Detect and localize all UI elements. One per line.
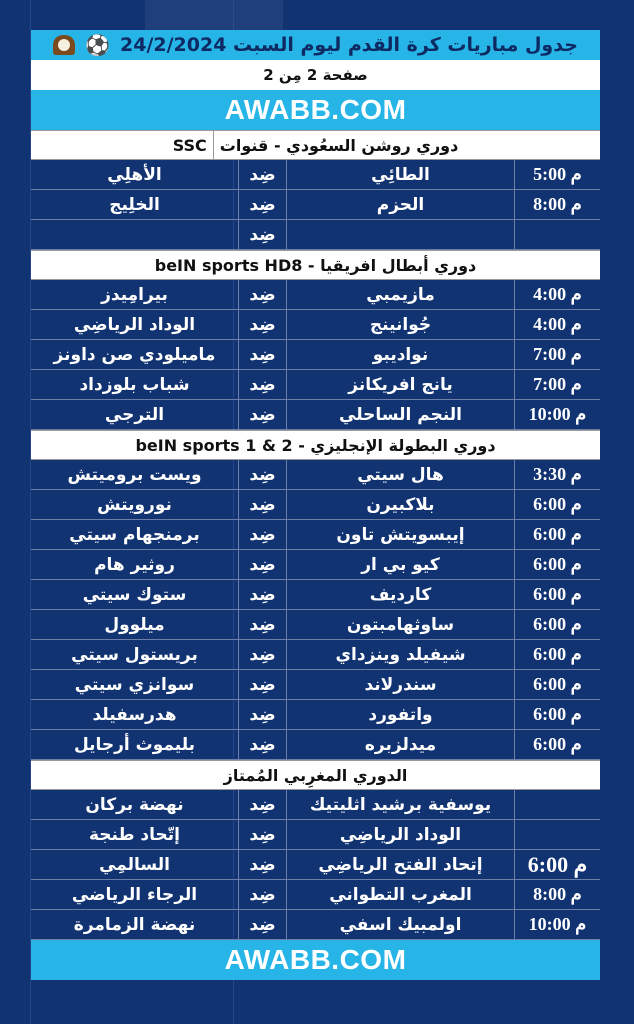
- home-team: جُوانينج: [286, 310, 514, 339]
- home-team: المغرب التطواني: [286, 880, 514, 909]
- away-team: الأهلِي: [107, 164, 162, 185]
- versus-label: ضِد: [238, 340, 286, 369]
- home-team: شيفيلد وينزداي: [286, 640, 514, 669]
- match-row: [31, 400, 600, 430]
- league-name: الدوري المغرِبي المُمتاز: [223, 765, 408, 785]
- home-team: إيبسويتش تاون: [286, 520, 514, 549]
- match-time: [514, 220, 600, 249]
- versus-label: ضِد: [238, 880, 286, 909]
- match-time: م 6:00: [514, 850, 600, 879]
- match-time: م 8:00: [514, 880, 600, 909]
- league-header: [31, 250, 600, 280]
- home-team: يوسفية برشيد اثليتيك: [286, 790, 514, 819]
- home-team: يانج افريكانز: [286, 370, 514, 399]
- match-row: [31, 490, 600, 520]
- league-header: [31, 130, 600, 160]
- home-team: [286, 220, 514, 249]
- match-time: م 7:00: [514, 370, 600, 399]
- versus-label: ضِد: [238, 310, 286, 339]
- versus-label: ضِد: [238, 400, 286, 429]
- away-team: نهضة بركان: [85, 794, 184, 815]
- versus-label: ضِد: [238, 370, 286, 399]
- page-number: صفحة 2 مِن 2: [31, 60, 600, 90]
- home-team: بلاكبيرن: [286, 490, 514, 519]
- match-time: م 6:00: [514, 730, 600, 759]
- match-time: م 6:00: [514, 640, 600, 669]
- versus-label: ضِد: [238, 490, 286, 519]
- background-band: [145, 0, 283, 30]
- home-team: اولمبيك اسفي: [286, 910, 514, 939]
- home-team: الطائِي: [286, 160, 514, 189]
- league-name: دوري روشن السعُودي - قنوات: [219, 135, 459, 155]
- match-time: م 10:00: [514, 910, 600, 939]
- match-row: [31, 730, 600, 760]
- schedule-sheet: [31, 30, 600, 980]
- versus-label: ضِد: [238, 220, 286, 249]
- away-team: بليموث أرجايل: [73, 734, 196, 755]
- away-team: الخلِيج: [109, 194, 160, 215]
- away-team: [31, 220, 238, 249]
- versus-label: ضِد: [238, 640, 286, 669]
- match-time: م 4:00: [514, 280, 600, 309]
- match-time: م 8:00: [514, 190, 600, 219]
- match-row: [31, 790, 600, 820]
- match-time: م 6:00: [514, 580, 600, 609]
- match-row: [31, 340, 600, 370]
- away-team: الرجاء الرياضي: [71, 884, 198, 905]
- versus-label: ضِد: [238, 670, 286, 699]
- match-row: [31, 280, 600, 310]
- versus-label: ضِد: [238, 790, 286, 819]
- divider: [213, 131, 214, 159]
- match-time: م 6:00: [514, 610, 600, 639]
- leagues-container: [31, 130, 600, 940]
- league-header: [31, 430, 600, 460]
- away-team: ويست بروميتش: [67, 464, 202, 485]
- away-team: نهضة الزمامرة: [73, 914, 196, 935]
- match-row: [31, 610, 600, 640]
- league-name: دوري أبطال افريقيا - beIN sports HD8: [154, 255, 477, 275]
- league-name: دوري البطولة الإنجليزي - beIN sports 1 & 2: [135, 435, 496, 455]
- away-team: الوداد الرياضِي: [73, 314, 196, 335]
- match-row: [31, 640, 600, 670]
- match-row: [31, 460, 600, 490]
- match-row: [31, 580, 600, 610]
- home-team: النجم الساحلي: [286, 400, 514, 429]
- versus-label: ضِد: [238, 730, 286, 759]
- league-header: [31, 760, 600, 790]
- match-row: [31, 520, 600, 550]
- versus-label: ضِد: [238, 580, 286, 609]
- home-team: نواديبو: [286, 340, 514, 369]
- away-team: بريستول سيتي: [71, 644, 198, 665]
- match-time: م 6:00: [514, 700, 600, 729]
- away-team: الترجي: [104, 404, 165, 425]
- away-team: السالمِي: [99, 854, 170, 875]
- match-time: م 10:00: [514, 400, 600, 429]
- clock-icon: [53, 35, 75, 55]
- home-team: الحزم: [286, 190, 514, 219]
- page-title: جدول مباريات كرة القدم ليوم السبت 24/2/2024: [120, 34, 578, 56]
- match-row: [31, 220, 600, 250]
- versus-label: ضِد: [238, 910, 286, 939]
- match-time: م 7:00: [514, 340, 600, 369]
- match-time: م 5:00: [514, 160, 600, 189]
- home-team: هال سيتي: [286, 460, 514, 489]
- versus-label: ضِد: [238, 700, 286, 729]
- match-time: م 6:00: [514, 490, 600, 519]
- away-team: ماميلودي صن داونز: [53, 344, 216, 365]
- away-team: ميلوول: [104, 614, 165, 635]
- match-row: [31, 370, 600, 400]
- away-team: ستوك سيتي: [82, 584, 187, 605]
- home-team: إتحاد الفتح الرياضِي: [286, 850, 514, 879]
- match-time: م 6:00: [514, 670, 600, 699]
- match-row: [31, 880, 600, 910]
- brand-banner-bottom: AWABB.COM: [31, 940, 600, 980]
- home-team: ميدلزبره: [286, 730, 514, 759]
- away-team: بيرامِيدز: [101, 284, 168, 305]
- home-team: كيو بي ار: [286, 550, 514, 579]
- match-time: م 3:30: [514, 460, 600, 489]
- match-row: [31, 700, 600, 730]
- away-team: روثير هام: [94, 554, 175, 575]
- away-team: إتّحاد طنجة: [89, 824, 181, 845]
- league-channel: SSC: [172, 135, 207, 155]
- match-row: [31, 850, 600, 880]
- soccer-ball-icon: ⚽: [85, 33, 110, 57]
- home-team: ساوثهامبتون: [286, 610, 514, 639]
- match-row: [31, 310, 600, 340]
- versus-label: ضِد: [238, 190, 286, 219]
- away-team: نورويتش: [97, 494, 172, 515]
- away-team: هدرسفيلد: [92, 704, 177, 725]
- match-row: [31, 160, 600, 190]
- match-row: [31, 670, 600, 700]
- home-team: كارديف: [286, 580, 514, 609]
- match-row: [31, 910, 600, 940]
- versus-label: ضِد: [238, 160, 286, 189]
- match-row: [31, 820, 600, 850]
- match-time: [514, 790, 600, 819]
- match-time: م 4:00: [514, 310, 600, 339]
- versus-label: ضِد: [238, 460, 286, 489]
- versus-label: ضِد: [238, 850, 286, 879]
- match-row: [31, 190, 600, 220]
- home-team: سندرلاند: [286, 670, 514, 699]
- versus-label: ضِد: [238, 520, 286, 549]
- match-time: م 6:00: [514, 550, 600, 579]
- away-team: سوانزي سيتي: [74, 674, 195, 695]
- versus-label: ضِد: [238, 550, 286, 579]
- page-title-bar: [31, 30, 600, 60]
- match-time: [514, 820, 600, 849]
- away-team: شباب بلوزداد: [79, 374, 190, 395]
- home-team: واتفورد: [286, 700, 514, 729]
- versus-label: ضِد: [238, 610, 286, 639]
- versus-label: ضِد: [238, 820, 286, 849]
- match-time: م 6:00: [514, 520, 600, 549]
- away-team: برمنجهام سيتي: [69, 524, 200, 545]
- brand-banner-top: AWABB.COM: [31, 90, 600, 130]
- versus-label: ضِد: [238, 280, 286, 309]
- home-team: الوداد الرياضِي: [286, 820, 514, 849]
- match-row: [31, 550, 600, 580]
- home-team: مازيمبي: [286, 280, 514, 309]
